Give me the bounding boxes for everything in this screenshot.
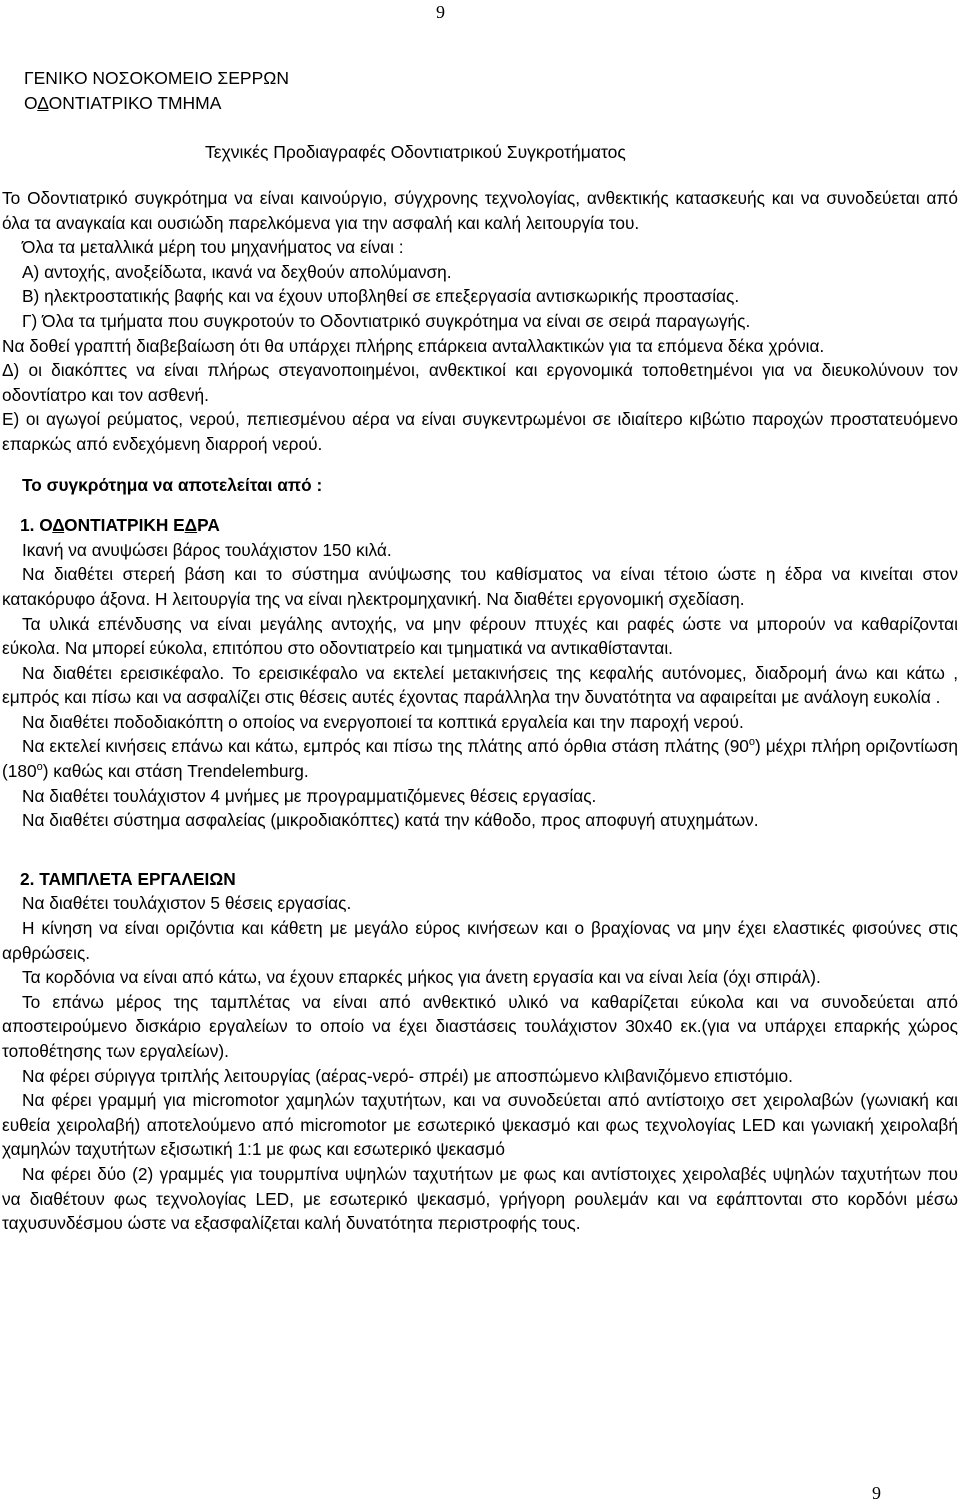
hospital-name: ΓΕΝΙΚΟ ΝΟΣΟΚΟΜΕΙΟ ΣΕΡΡΩΝ [24, 68, 289, 88]
section-2-paragraph: Να φέρει γραμμή για micromotor χαμηλών ταχυτήτων, και να συνοδεύεται από αντίστοιχο σετ χειρολαβών (γωνιακή και ευθεία χειρολαβή) αποτελούμενο από micromotor με εσωτερικό ψεκασμό και φως τεχνολογίας LED και γωνιακή χειρολαβή χαμηλών ταχυτήτων εξισωτική 1:1 με φως και εσωτερικό ψεκασμό [2, 1090, 958, 1160]
section-2-paragraph: Να διαθέτει τουλάχιστον 5 θέσεις εργασίας. [22, 893, 352, 914]
page-number-top: 9 [436, 2, 445, 22]
intro-paragraph: Β) ηλεκτροστατικής βαφής και να έχουν υποβληθεί σε επεξεργασία αντισκωρικής προστασίας. [22, 286, 740, 307]
intro-paragraph: Ε) οι αγωγοί ρεύματος, νερού, πεπιεσμένου αέρα να είναι συγκεντρωμένοι σε ιδιαίτερο κιβώτιο παροχών προστατευόμενο επαρκώς από ενδεχόμενη διαρροή νερού. [2, 409, 958, 454]
section-1-paragraph: Να διαθέτει στερεή βάση και το σύστημα ανύψωσης του καθίσματος να είναι τέτοιο ώστε η έδρα να κινείται στον κατακόρυφο άξονα. Η λειτουργία της να είναι ηλεκτρομηχανική. Να διαθέτει εργονομική σχεδίαση. [2, 564, 958, 609]
page-number-bottom: 9 [872, 1483, 881, 1503]
intro-paragraph: Γ) Όλα τα τμήματα που συγκροτούν το Οδοντιατρικό συγκρότημα να είναι σε σειρά παραγωγής. [22, 310, 751, 331]
intro-paragraph: Το Οδοντιατρικό συγκρότημα να είναι καινούργιο, σύγχρονης τεχνολογίας, ανθεκτικής κατασκευής και να συνοδεύεται από όλα τα αναγκαία και ουσιώδη παρελκόμενα για την ασφαλή και καλή λειτουργία του. [2, 188, 958, 233]
section-2-paragraph: Η κίνηση να είναι οριζόντια και κάθετη με μεγάλο εύρος κινήσεων και ο βραχίονας να μην έχει ελαστικές φισούνες στις αρθρώσεις. [2, 918, 958, 963]
section-2-paragraph: Το επάνω μέρος της ταμπλέτας να είναι από ανθεκτικό υλικό να καθαρίζεται εύκολα και να συνοδεύεται από αποστειρούμενο δισκάριο εργαλείων το οποίο να έχει διαστάσεις τουλάχιστον 30x40 εκ.(για να υπάρχει επαρκής χώρος τοποθέτησης των εργαλείων). [2, 991, 958, 1061]
section-2-paragraph: Να φέρει σύριγγα τριπλής λειτουργίας (αέρας-νερό- σπρέι) με αποσπώμενο κλιβανιζόμενο επιστόμιο. [22, 1065, 793, 1086]
section-1-paragraph: Να διαθέτει τουλάχιστον 4 μνήμες με προγραμματιζόμενες θέσεις εργασίας. [22, 785, 597, 806]
section-2-paragraph: Να φέρει δύο (2) γραμμές για τουρμπίνα υψηλών ταχυτήτων με φως και αντίστοιχες χειρολαβές υψηλών ταχυτήτων που να διαθέτουν φως τεχνολογίας LED, με εσωτερικό ψεκασμό, γρήγορη ρουλεμάν και να εφάπτονται στο κορδόνι μέσω ταχυσυνδέσμου ώστε να εξασφαλίζεται καλή δυνατότητα περιστροφής τους. [2, 1163, 958, 1234]
intro-paragraph: Να δοθεί γραπτή διαβεβαίωση ότι θα υπάρχει πλήρης επάρκεια ανταλλακτικών για τα επόμενα δέκα χρόνια. [2, 335, 825, 356]
section-1-paragraph: Να διαθέτει ερεισικέφαλο. Το ερεισικέφαλο να εκτελεί μετακινήσεις της κεφαλής αυτόνομες, διαδρομή άνω και κάτω , εμπρός και πίσω και να ασφαλίζει στις θέσεις αυτές έχοντας παράλληλα την δυνατότητα να αφαιρείται με ανάλογη ευκολία . [2, 662, 958, 708]
section-1-paragraph: Να εκτελεί κινήσεις επάνω και κάτω, εμπρός και πίσω της πλάτης από όρθια στάση πλάτης $(90^o)$ μέχρι πλήρη οριζοντίωση $(180^o)$ καθώς και στάση Trendelemburg. [2, 736, 958, 782]
document-body [2, 186, 958, 1236]
composition-heading: Το συγκρότημα να αποτελείται από : [22, 474, 323, 495]
document-title: Τεχνικές Προδιαγραφές Οδοντιατρικού Συγκροτήματος [205, 142, 626, 162]
section-1-paragraph: Τα υλικά επένδυσης να είναι μεγάλης αντοχής, να μην φέρουν πτυχές και ραφές ώστε να μπορούν να καθαρίζονται εύκολα. Να μπορεί εύκολα, επιτόπου στο οδοντιατρείο και τμηματικά να αντικαθίστανται. [2, 613, 958, 659]
section-2-paragraph: Τα κορδόνια να είναι από κάτω, να έχουν επαρκές μήκος για άνετη εργασία και να είναι λεία (όχι σπιράλ). [22, 967, 821, 988]
intro-paragraph: Όλα τα μεταλλικά μέρη του μηχανήματος να είναι : [22, 237, 404, 258]
section-1-heading: 1. ΟΔΟΝΤΙΑΤΡΙΚΗ ΕΔΡΑ [20, 515, 220, 536]
section-1-paragraph: Να διαθέτει σύστημα ασφαλείας (μικροδιακόπτες) κατά την κάθοδο, προς αποφυγή ατυχημάτων. [22, 810, 759, 831]
section-2-heading: 2. ΤΑΜΠΛΕΤΑ ΕΡΓΑΛΕΙΩΝ [20, 868, 236, 889]
section-1-paragraph: Ικανή να ανυψώσει βάρος τουλάχιστον 150 κιλά. [22, 539, 392, 560]
department-name: ΟΔΟΝΤΙΑΤΡΙΚΟ ΤΜΗΜΑ [24, 93, 222, 113]
section-1-paragraph: Να διαθέτει ποδοδιακόπτη ο οποίος να ενεργοποιεί τα κοπτικά εργαλεία και την παροχή νερού. [22, 711, 744, 732]
intro-paragraph: Δ) οι διακόπτες να είναι πλήρως στεγανοποιημένοι, ανθεκτικοί και εργονομικά τοποθετημένοι για να διευκολύνουν τον οδοντίατρο και τον ασθενή. [2, 360, 958, 405]
intro-paragraph: Α) αντοχής, ανοξείδωτα, ικανά να δεχθούν απολύμανση. [22, 261, 452, 282]
